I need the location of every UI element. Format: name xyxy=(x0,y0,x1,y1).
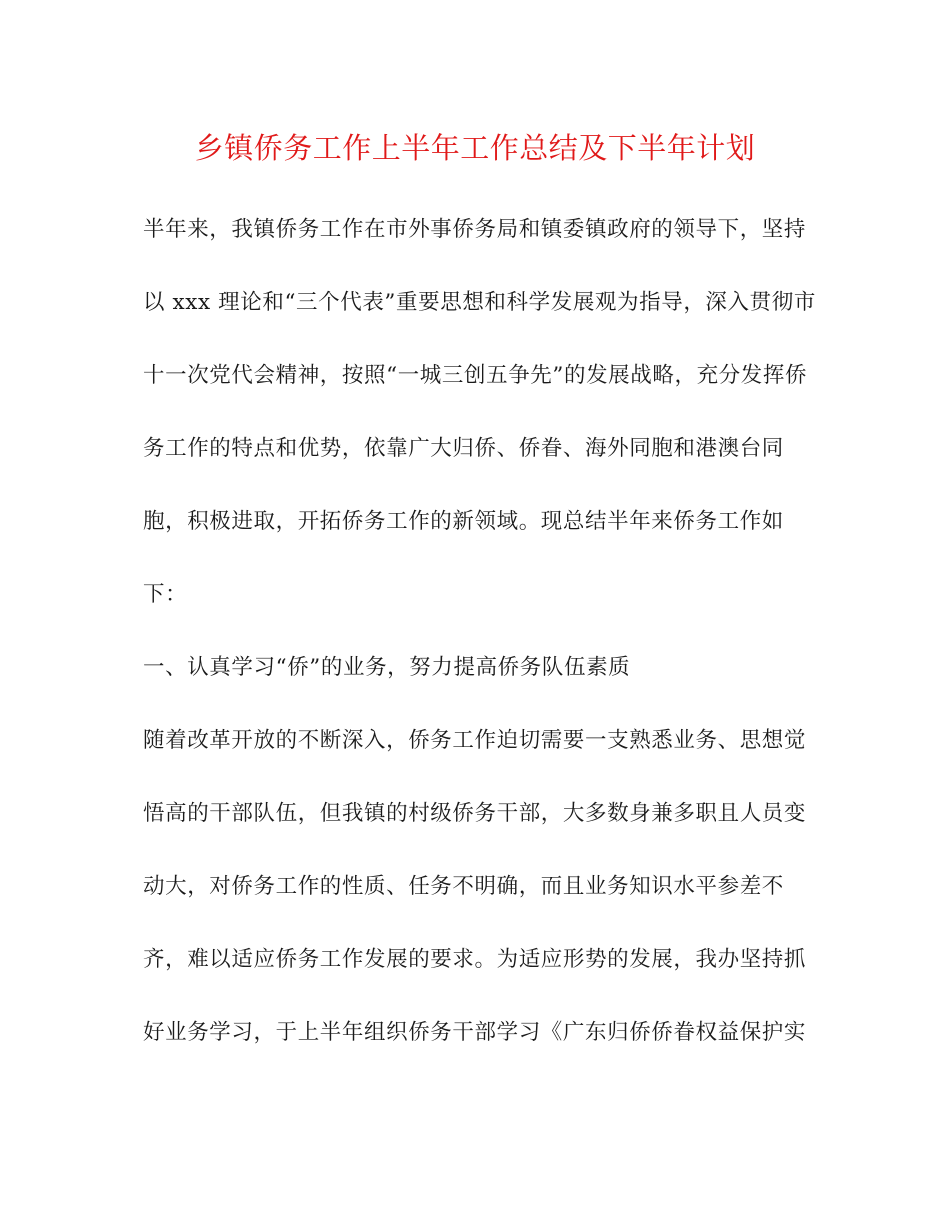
body-line-11: 齐，难以适应侨务工作发展的要求。为适应形势的发展，我办坚持抓 xyxy=(143,947,807,972)
body-line-12: 好业务学习，于上半年组织侨务干部学习《广东归侨侨眷权益保护实 xyxy=(143,1020,807,1045)
body-line-6: 下： xyxy=(143,582,188,607)
body-line-5: 胞，积极进取，开拓侨务工作的新领域。现总结半年来侨务工作如 xyxy=(143,509,784,534)
body-line-1: 半年来，我镇侨务工作在市外事侨务局和镇委镇政府的领导下，坚持 xyxy=(143,217,807,242)
body-line-4: 务工作的特点和优势，依靠广大归侨、侨眷、海外同胞和港澳台同 xyxy=(143,436,784,461)
body-line-3: 十一次党代会精神，按照“一城三创五争先”的发展战略，充分发挥侨 xyxy=(143,363,808,388)
section-heading-1: 一、认真学习“侨”的业务，努力提高侨务队伍素质 xyxy=(143,655,631,680)
document-title: 乡镇侨务工作上半年工作总结及下半年计划 xyxy=(194,131,756,165)
body-line-8: 随着改革开放的不断深入，侨务工作迫切需要一支熟悉业务、思想觉 xyxy=(143,728,807,753)
body-line-9: 悟高的干部队伍，但我镇的村级侨务干部，大多数身兼多职且人员变 xyxy=(143,801,807,826)
body-line-10: 动大，对侨务工作的性质、任务不明确，而且业务知识水平参差不 xyxy=(143,874,784,899)
body-line-2: 以 xxx 理论和“三个代表”重要思想和科学发展观为指导，深入贯彻市 xyxy=(143,290,816,315)
